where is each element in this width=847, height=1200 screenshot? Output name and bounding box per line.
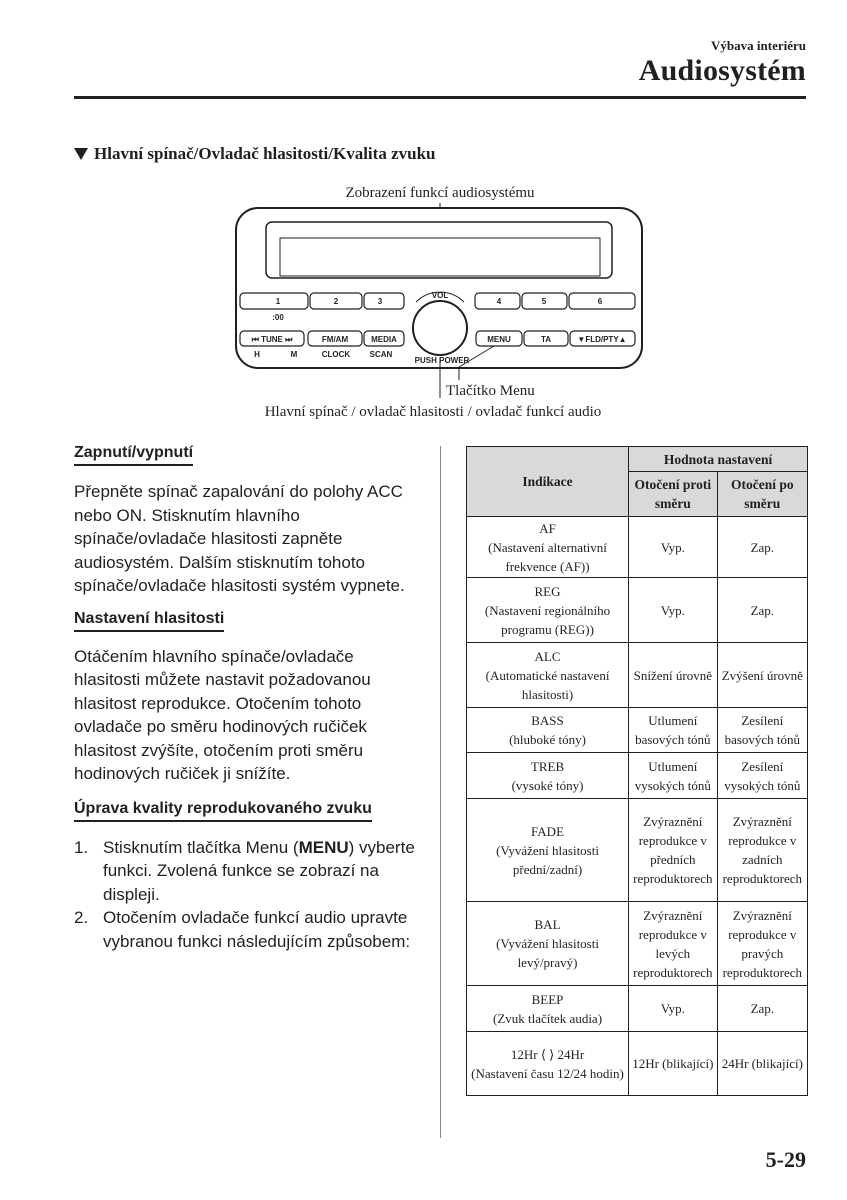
cw-cell: Zap. (717, 578, 807, 643)
preset-label-1: 1 (275, 297, 281, 306)
table-row (467, 517, 808, 578)
table-row (467, 708, 808, 753)
indicator-name: BASS (531, 713, 564, 728)
media-label: MEDIA (371, 335, 397, 344)
paragraph-volume: Otáčením hlavního spínače/ovladače hlasitosti můžete nastavit požadovanou hlasitost reprodukce. Otočením tohoto ovladače po směru hodinových ručiček hlasitost zvýšíte, otočením proti směru hodinových ručiček ji snížíte. (74, 646, 371, 783)
display-screen (280, 238, 600, 276)
step-text: ) vyberte funkci. Zvolená funkce se zobrazí na displeji. (103, 837, 415, 904)
minute-label: M (290, 350, 298, 359)
indicator-cell (467, 986, 629, 1032)
cw-cell: Zvýraznění reprodukce v zadních reproduktorech (717, 799, 807, 902)
display-label: Zobrazení funkcí audiosystému (345, 185, 535, 201)
indicator-desc: (Nastavení regionálního programu (REG)) (484, 602, 611, 637)
fm-am-label: FM/AM (321, 335, 349, 344)
indicator-name: 12Hr ⟨ ⟩ 24Hr (510, 1046, 585, 1062)
table-row (467, 643, 808, 708)
settings-table (466, 446, 808, 1096)
section-heading-text: Hlavní spínač/Ovladač hlasitosti/Kvalita zvuku (94, 144, 436, 163)
cw-cell: Zvýšení úrovně (717, 643, 807, 708)
menu-label: MENU (487, 335, 511, 344)
indicator-cell (467, 643, 629, 708)
ccw-cell: Snížení úrovně (629, 643, 718, 708)
volume-knob[interactable] (413, 301, 467, 355)
ccw-cell: Utlumení basových tónů (629, 708, 718, 753)
indicator-desc: (Nastavení alternativní frekvence (AF)) (488, 539, 607, 574)
cw-cell: Zesílení vysokých tónů (717, 753, 807, 799)
header-rule (74, 96, 806, 99)
ccw-cell: Zvýraznění reprodukce v předních reproduktorech (629, 799, 718, 902)
preset-button-1[interactable] (240, 293, 308, 309)
hour-label: H (254, 350, 260, 359)
indicator-desc: (Vyvážení hlasitosti levý/pravý) (496, 936, 599, 970)
table-row (467, 578, 808, 643)
step-number: 1. (74, 837, 89, 857)
subheading-sound-quality: Úprava kvality reprodukovaného zvuku (74, 800, 372, 822)
cw-cell: 24Hr (blikající) (717, 1032, 807, 1096)
indicator-desc: (vysoké tóny) (511, 777, 584, 793)
step-text: Otočením ovladače funkcí audio upravte vybranou funkci následujícím způsobem: (103, 908, 411, 951)
clock-minutes-label: :00 (272, 313, 284, 322)
ta-label: TA (540, 335, 552, 344)
indicator-cell (467, 753, 629, 799)
preset-button-3[interactable] (364, 293, 404, 309)
table-row (467, 986, 808, 1032)
cw-cell: Zvýraznění reprodukce v pravých reproduktorech (717, 902, 807, 986)
page-number: 5-29 (765, 1147, 806, 1172)
table-row (467, 1032, 808, 1096)
indicator-desc: (Automatické nastavení hlasitosti) (485, 667, 610, 702)
ccw-cell: Utlumení vysokých tónů (629, 753, 718, 799)
indicator-cell (467, 708, 629, 753)
step-1 (74, 836, 419, 907)
cw-cell: Zap. (717, 986, 807, 1032)
table-row (467, 799, 808, 902)
preset-label-5: 5 (541, 297, 547, 306)
step-text: Stisknutím tlačítka Menu ( (103, 837, 299, 857)
main-switch-callout: Hlavní spínač / ovladač hlasitosti / ovladač funkcí audio (264, 404, 602, 420)
indicator-desc: (Nastavení času 12/24 hodin) (471, 1065, 624, 1081)
subheading-volume: Nastavení hlasitosti (74, 610, 224, 632)
table-row (467, 902, 808, 986)
ccw-cell: Zvýraznění reprodukce v levých reproduktorech (629, 902, 718, 986)
fld-pty-label: ▼FLD/PTY▲ (577, 335, 627, 344)
section-label: Výbava interiéru (711, 38, 806, 53)
scan-label: SCAN (369, 350, 393, 359)
cw-cell: Zap. (717, 517, 807, 578)
preset-label-6: 6 (597, 297, 603, 306)
ccw-cell: Vyp. (629, 517, 718, 578)
table-row (467, 753, 808, 799)
ccw-cell: Vyp. (629, 986, 718, 1032)
preset-label-3: 3 (377, 297, 383, 306)
triangle-down-icon (74, 148, 88, 160)
paragraph-power: Přepněte spínač zapalování do polohy ACC nebo ON. Stisknutím hlavního spínače/ovladače hlasitosti zapněte audiosystém. Dalším stisknutím tohoto spínače/ovladače hlasitosti systém vypnete. (74, 482, 405, 595)
indicator-name: AF (539, 520, 556, 536)
header-indicator: Indikace (467, 447, 629, 517)
indicator-cell (467, 578, 629, 643)
steps-list (74, 836, 419, 954)
menu-button-callout: Tlačítko Menu (446, 383, 535, 399)
cw-cell: Zesílení basových tónů (717, 708, 807, 753)
step-2 (74, 906, 419, 953)
indicator-name: BAL (534, 917, 561, 932)
audio-unit-diagram (230, 180, 650, 430)
ccw-cell: 12Hr (blikající) (629, 1032, 718, 1096)
subheading-power: Zapnutí/vypnutí (74, 444, 193, 466)
ccw-cell: Vyp. (629, 578, 718, 643)
header-value: Hodnota nastavení (629, 447, 808, 472)
menu-key: MENU (298, 837, 349, 857)
indicator-cell (467, 517, 629, 578)
indicator-cell (467, 799, 629, 902)
indicator-desc: (hluboké tóny) (509, 732, 586, 747)
left-column (74, 444, 419, 969)
indicator-name: ALC (534, 648, 561, 664)
page-title: Audiosystém (638, 54, 806, 87)
indicator-name: BEEP (531, 991, 564, 1007)
vol-label: VOL (431, 291, 449, 300)
section-heading (74, 144, 435, 164)
push-power-label: PUSH POWER (414, 356, 470, 365)
indicator-name: TREB (530, 758, 565, 774)
indicator-desc: (Vyvážení hlasitosti přední/zadní) (496, 842, 599, 877)
preset-label-2: 2 (333, 297, 339, 306)
preset-label-4: 4 (496, 297, 502, 306)
step-number: 2. (74, 908, 89, 927)
indicator-name: FADE (531, 823, 565, 839)
column-divider (440, 446, 441, 1138)
header-cw: Otočení po směru (717, 472, 807, 517)
indicator-cell (467, 1032, 629, 1096)
indicator-cell (467, 902, 629, 986)
indicator-desc: (Zvuk tlačítek audia) (493, 1010, 603, 1026)
clock-label: CLOCK (321, 350, 351, 359)
tune-label: ⏮ TUNE ⏭ (251, 335, 293, 344)
indicator-name: REG (534, 583, 561, 599)
header-ccw: Otočení proti směru (629, 472, 718, 517)
